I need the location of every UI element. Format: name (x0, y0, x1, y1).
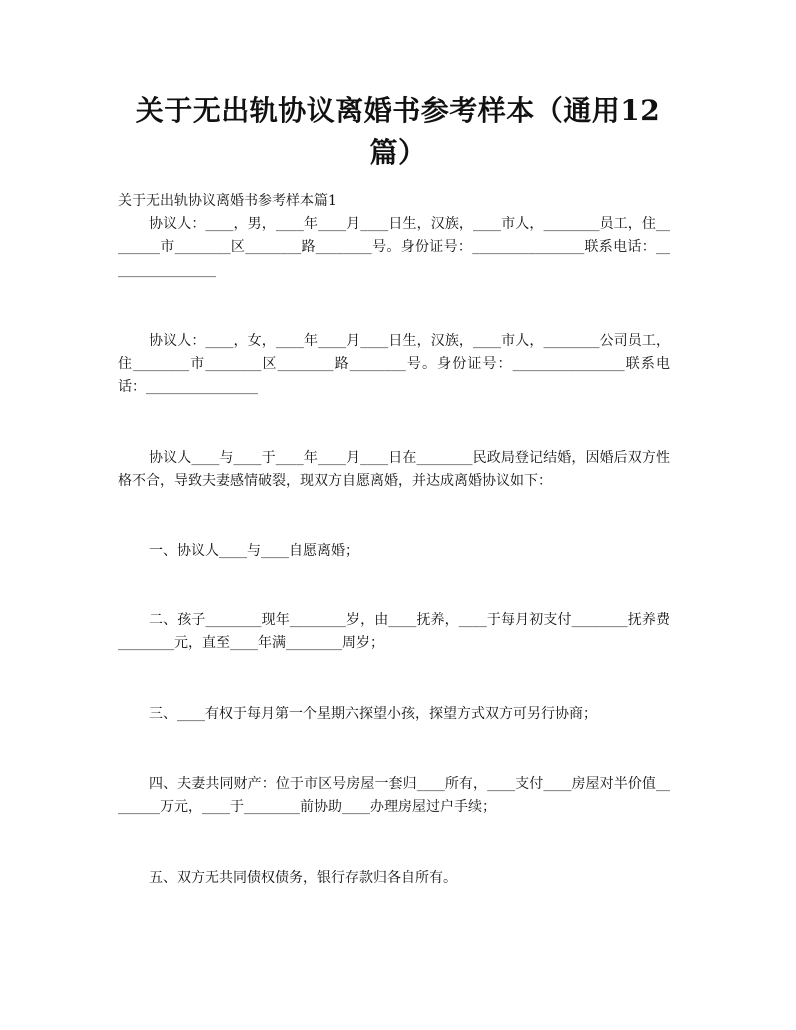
document-title: 关于无出轨协议离婚书参考样本（通用12篇） (135, 94, 661, 169)
party-female-paragraph: 协议人：____，女，____年____月____日生，汉族，____市人，________公司员工，住________市________区________路________号。身份证号：________________联系电话：________________ (118, 333, 670, 395)
party-male-paragraph: 协议人：____，男，____年____月____日生，汉族，____市人，________员工，住________市________区________路________号。身份证号：________________联系电话：________________ (118, 216, 670, 278)
section-heading: 关于无出轨协议离婚书参考样本篇1 (118, 193, 337, 209)
clause-5: 五、双方无共同债权债务，银行存款归各自所有。 (149, 870, 457, 886)
clause-2: 二、孩子________现年________岁，由____抚养，____于每月初支付________抚养费________元，直至____年满________周岁； (118, 612, 670, 651)
clause-1: 一、协议人____与____自愿离婚； (149, 543, 359, 559)
clause-3: 三、____有权于每月第一个星期六探望小孩，探望方式双方可另行协商； (149, 706, 597, 722)
clause-4: 四、夫妻共同财产：位于市区号房屋一套归____所有，____支付____房屋对半价值________万元，____于________前协助____办理房屋过户手续； (118, 776, 670, 815)
marriage-info-paragraph: 协议人____与____于____年____月____日在________民政局登记结婚，因婚后双方性格不合，导致夫妻感情破裂，现双方自愿离婚，并达成离婚协议如下： (118, 450, 670, 489)
